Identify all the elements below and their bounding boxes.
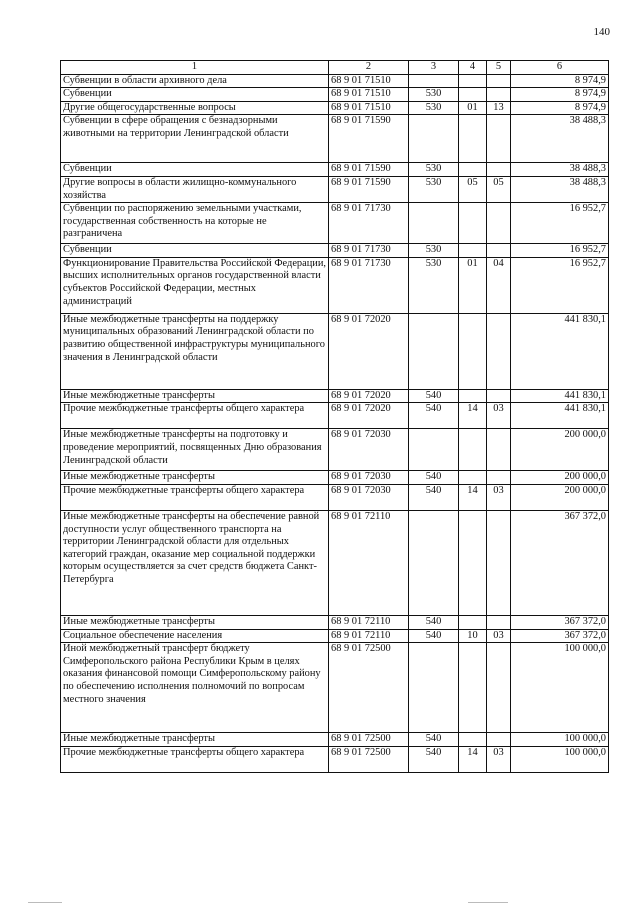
cell-expense-type [409, 74, 459, 88]
cell-expense-type: 540 [409, 746, 459, 772]
table-row [61, 74, 609, 88]
cell-subsection [487, 429, 511, 471]
cell-amount: 8 974,9 [511, 101, 609, 115]
cell-code: 68 9 01 72110 [329, 615, 409, 629]
cell-subsection [487, 510, 511, 615]
table-row [61, 615, 609, 629]
cell-amount: 16 952,7 [511, 257, 609, 313]
cell-code: 68 9 01 71510 [329, 88, 409, 102]
cell-subsection [487, 244, 511, 258]
cell-name: Субвенции [61, 163, 329, 177]
table-row [61, 101, 609, 115]
cell-code: 68 9 01 71590 [329, 115, 409, 163]
cell-amount: 38 488,3 [511, 115, 609, 163]
column-header-code: 2 [329, 61, 409, 75]
cell-name: Субвенции [61, 244, 329, 258]
cell-code: 68 9 01 71590 [329, 176, 409, 202]
cell-section: 01 [459, 101, 487, 115]
cell-name: Субвенции по распоряжению земельными участками, государственная собственность на которые не разграничена [61, 203, 329, 244]
cell-expense-type [409, 115, 459, 163]
cell-expense-type: 540 [409, 484, 459, 510]
cell-section [459, 733, 487, 747]
cell-code: 68 9 01 71510 [329, 101, 409, 115]
cell-section: 14 [459, 746, 487, 772]
cell-code: 68 9 01 72030 [329, 471, 409, 485]
cell-name: Иные межбюджетные трансферты [61, 471, 329, 485]
cell-code: 68 9 01 71730 [329, 257, 409, 313]
cell-name: Прочие межбюджетные трансферты общего характера [61, 746, 329, 772]
scan-artifact [468, 902, 508, 903]
cell-subsection: 03 [487, 484, 511, 510]
table-row [61, 115, 609, 163]
table-row [61, 203, 609, 244]
cell-section [459, 244, 487, 258]
cell-name: Функционирование Правительства Российской Федерации, высших исполнительных органов государственной власти субъектов Российской Федерации, местных администраций [61, 257, 329, 313]
cell-subsection: 13 [487, 101, 511, 115]
cell-section [459, 163, 487, 177]
cell-section: 14 [459, 484, 487, 510]
cell-section [459, 115, 487, 163]
cell-amount: 367 372,0 [511, 615, 609, 629]
cell-subsection [487, 74, 511, 88]
cell-expense-type: 530 [409, 88, 459, 102]
cell-code: 68 9 01 71730 [329, 244, 409, 258]
scan-artifact [28, 902, 62, 903]
cell-subsection [487, 313, 511, 389]
cell-section [459, 203, 487, 244]
cell-name: Другие общегосударственные вопросы [61, 101, 329, 115]
table-row [61, 643, 609, 733]
cell-subsection [487, 615, 511, 629]
cell-section: 14 [459, 403, 487, 429]
cell-amount: 200 000,0 [511, 471, 609, 485]
cell-subsection [487, 163, 511, 177]
cell-code: 68 9 01 72500 [329, 746, 409, 772]
table-header-row [61, 61, 609, 75]
cell-subsection [487, 643, 511, 733]
cell-section [459, 88, 487, 102]
cell-section: 05 [459, 176, 487, 202]
cell-name: Иные межбюджетные трансферты на обеспечение равной доступности услуг общественного транспорта на территории Ленинградской области для отдельных категорий граждан, оказание мер социальной поддержки которым осуществляется за счет средств бюджета Санкт-Петербурга [61, 510, 329, 615]
column-header-pr: 5 [487, 61, 511, 75]
cell-subsection [487, 733, 511, 747]
cell-expense-type: 540 [409, 733, 459, 747]
table-row [61, 629, 609, 643]
cell-expense-type: 530 [409, 101, 459, 115]
table-row [61, 733, 609, 747]
cell-amount: 8 974,9 [511, 88, 609, 102]
column-header-rz: 4 [459, 61, 487, 75]
table-body [61, 74, 609, 772]
cell-expense-type: 530 [409, 176, 459, 202]
cell-section [459, 74, 487, 88]
table-row [61, 746, 609, 772]
cell-expense-type [409, 643, 459, 733]
cell-code: 68 9 01 72020 [329, 313, 409, 389]
table-row [61, 313, 609, 389]
cell-expense-type [409, 510, 459, 615]
cell-section [459, 389, 487, 403]
cell-amount: 16 952,7 [511, 203, 609, 244]
cell-code: 68 9 01 72500 [329, 733, 409, 747]
cell-name: Социальное обеспечение населения [61, 629, 329, 643]
cell-name: Иные межбюджетные трансферты [61, 733, 329, 747]
cell-section [459, 471, 487, 485]
cell-name: Иные межбюджетные трансферты на поддержку муниципальных образований Ленинградской области по развитию общественной инфраструктуры муниципального значения в Ленинградской области [61, 313, 329, 389]
cell-subsection: 03 [487, 746, 511, 772]
table-row [61, 429, 609, 471]
cell-amount: 200 000,0 [511, 429, 609, 471]
cell-code: 68 9 01 72110 [329, 510, 409, 615]
cell-expense-type [409, 313, 459, 389]
cell-amount: 367 372,0 [511, 629, 609, 643]
table-row [61, 484, 609, 510]
cell-name: Прочие межбюджетные трансферты общего характера [61, 403, 329, 429]
cell-name: Иной межбюджетный трансферт бюджету Симферопольского района Республики Крым в целях оказания финансовой помощи Симферопольскому району по обеспечению исполнения полномочий по вопросам местного значения [61, 643, 329, 733]
cell-code: 68 9 01 71590 [329, 163, 409, 177]
cell-expense-type [409, 429, 459, 471]
table-row [61, 244, 609, 258]
cell-name: Иные межбюджетные трансферты [61, 389, 329, 403]
cell-amount: 38 488,3 [511, 163, 609, 177]
column-header-amount: 6 [511, 61, 609, 75]
cell-name: Субвенции в области архивного дела [61, 74, 329, 88]
cell-amount: 8 974,9 [511, 74, 609, 88]
cell-amount: 441 830,1 [511, 403, 609, 429]
cell-name: Субвенции [61, 88, 329, 102]
cell-code: 68 9 01 72030 [329, 484, 409, 510]
cell-section [459, 429, 487, 471]
cell-expense-type: 530 [409, 163, 459, 177]
cell-subsection: 04 [487, 257, 511, 313]
cell-expense-type: 540 [409, 629, 459, 643]
cell-section: 01 [459, 257, 487, 313]
cell-section: 10 [459, 629, 487, 643]
cell-subsection [487, 88, 511, 102]
cell-expense-type: 530 [409, 257, 459, 313]
cell-expense-type: 540 [409, 403, 459, 429]
cell-name: Другие вопросы в области жилищно-коммунального хозяйства [61, 176, 329, 202]
cell-subsection [487, 389, 511, 403]
cell-expense-type: 540 [409, 389, 459, 403]
cell-amount: 100 000,0 [511, 733, 609, 747]
cell-code: 68 9 01 72030 [329, 429, 409, 471]
cell-code: 68 9 01 72110 [329, 629, 409, 643]
cell-section [459, 510, 487, 615]
cell-expense-type: 530 [409, 244, 459, 258]
cell-code: 68 9 01 72020 [329, 389, 409, 403]
page-number: 140 [593, 26, 610, 38]
column-header-vr: 3 [409, 61, 459, 75]
cell-expense-type: 540 [409, 471, 459, 485]
cell-code: 68 9 01 72020 [329, 403, 409, 429]
cell-amount: 16 952,7 [511, 244, 609, 258]
table-row [61, 510, 609, 615]
cell-subsection [487, 471, 511, 485]
budget-table [60, 60, 609, 773]
cell-code: 68 9 01 71510 [329, 74, 409, 88]
cell-section [459, 643, 487, 733]
cell-subsection: 05 [487, 176, 511, 202]
cell-amount: 100 000,0 [511, 746, 609, 772]
cell-subsection: 03 [487, 403, 511, 429]
cell-expense-type: 540 [409, 615, 459, 629]
cell-amount: 38 488,3 [511, 176, 609, 202]
cell-amount: 441 830,1 [511, 313, 609, 389]
column-header-name: 1 [61, 61, 329, 75]
cell-amount: 100 000,0 [511, 643, 609, 733]
cell-expense-type [409, 203, 459, 244]
cell-name: Иные межбюджетные трансферты на подготовку и проведение мероприятий, посвященных Дню образования Ленинградской области [61, 429, 329, 471]
cell-section [459, 615, 487, 629]
cell-amount: 441 830,1 [511, 389, 609, 403]
table-row [61, 163, 609, 177]
cell-amount: 200 000,0 [511, 484, 609, 510]
table-row [61, 403, 609, 429]
cell-subsection [487, 203, 511, 244]
table-row [61, 176, 609, 202]
cell-name: Субвенции в сфере обращения с безнадзорными животными на территории Ленинградской области [61, 115, 329, 163]
table-row [61, 257, 609, 313]
cell-name: Иные межбюджетные трансферты [61, 615, 329, 629]
cell-amount: 367 372,0 [511, 510, 609, 615]
cell-name: Прочие межбюджетные трансферты общего характера [61, 484, 329, 510]
cell-section [459, 313, 487, 389]
cell-code: 68 9 01 71730 [329, 203, 409, 244]
cell-subsection: 03 [487, 629, 511, 643]
cell-subsection [487, 115, 511, 163]
table-row [61, 88, 609, 102]
cell-code: 68 9 01 72500 [329, 643, 409, 733]
table-row [61, 471, 609, 485]
table-row [61, 389, 609, 403]
